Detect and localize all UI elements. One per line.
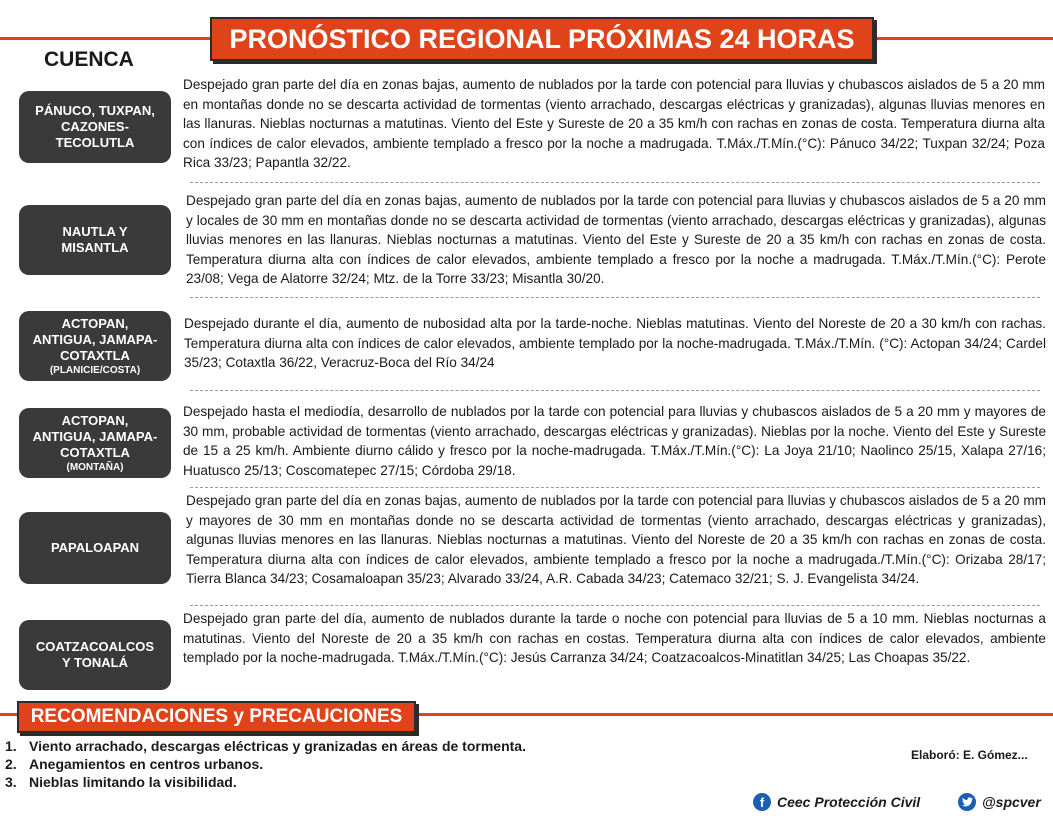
region-name-line: Y TONALÁ xyxy=(62,655,128,670)
region-divider xyxy=(190,390,1040,391)
region-label-actopan-montana xyxy=(19,408,171,478)
region-name-line: PÁNUCO, TUXPAN, xyxy=(35,103,155,118)
region-name-line: ANTIGUA, JAMAPA- xyxy=(32,331,158,347)
list-item: 2. Anegamientos en centros urbanos. xyxy=(5,756,264,772)
twitter-icon xyxy=(958,793,976,811)
recommendations-list xyxy=(5,737,526,791)
region-divider xyxy=(190,182,1040,183)
region-divider xyxy=(190,605,1040,606)
cuenca-heading: CUENCA xyxy=(44,48,134,71)
region-name-line: COTAXTLA xyxy=(60,444,130,460)
region-label-actopan-planicie xyxy=(19,311,171,381)
region-divider xyxy=(190,297,1040,298)
twitter-link[interactable] xyxy=(958,793,1041,811)
author-credit: Elaboró: E. Gómez... xyxy=(911,748,1028,762)
region-name-line: COATZACOALCOS xyxy=(35,639,155,654)
region-subtitle: (MONTAÑA) xyxy=(66,461,124,473)
region-name-line: MISANTLA xyxy=(61,240,129,255)
region-forecast-actopan-montana: Despejado hasta el mediodía, desarrollo de nublados por la tarde con potencial para lluvias y chubascos aislados de 5 a 20 mm y mayores de 30 mm, probable actividad de tormentas (viento arrachado, descargas eléctricas y granizadas). Nieblas por la noche. Viento del Este y Sureste de 15 a 25 km/h. Ambiente diurno cálido y fresco por la noche-madrugada. T.Máx./T.Mín.(°C): La Joya 21/10; Naolinco 25/15, Xalapa 27/16; Huatusco 25/13; Coscomatepec 27/15; Córdoba 29/18. xyxy=(183,404,1046,478)
twitter-handle: @spcver xyxy=(982,794,1041,810)
region-label-papaloapan xyxy=(19,512,171,584)
region-name-line: ACTOPAN, xyxy=(61,412,129,428)
list-item: 3. Nieblas limitando la visibilidad. xyxy=(5,774,237,790)
facebook-handle: Ceec Protección Civil xyxy=(777,794,921,810)
region-forecast-papaloapan: Despejado gran parte del día en zonas bajas, aumento de nublados por la tarde con potencial para lluvias y chubascos aislados de 5 a 20 mm y mayores de 30 mm en montañas donde no se descarta actividad de tormentas (viento arrachado, descargas eléctricas y granizadas), algunas lluvias menores en las llanuras. Nieblas nocturnas a matutinas. Viento del Noreste de 20 a 35 km/h con rachas en zonas de costa. Temperatura diurna alta con índices de calor elevados, ambiente templado a fresco por la noche a madrugada./T.Mín.(°C): Orizaba 28/17; Tierra Blanca 34/23; Cosamaloapan 35/23; Alvarado 33/24, A.R. Cabada 34/23; Catemaco 32/21; S. J. Evangelista 34/24. xyxy=(186,493,1046,586)
list-item: 1. Viento arrachado, descargas eléctricas y granizadas en áreas de tormenta. xyxy=(5,738,526,754)
region-label-coatzacoalcos xyxy=(19,620,171,690)
region-name-line: PAPALOAPAN xyxy=(50,540,140,555)
facebook-icon: f xyxy=(753,793,771,811)
region-label-nautla xyxy=(19,205,171,275)
region-name-line: ANTIGUA, JAMAPA- xyxy=(32,428,158,444)
region-forecast-actopan-planicie: Despejado durante el día, aumento de nubosidad alta por la tarde-noche. Nieblas matutinas. Viento del Noreste de 20 a 30 km/h con rachas. Temperatura diurna alta con índices de calor elevados, ambiente templado por la noche-madrugada. T.Máx./T.Mín. (°C): Actopan 34/24; Cardel 35/23; Cotaxtla 36/22, Veracruz-Boca del Río 34/24 xyxy=(184,316,1046,370)
region-name-line: ACTOPAN, xyxy=(61,315,129,331)
region-label-panuco xyxy=(19,91,171,163)
region-forecast-nautla: Despejado gran parte del día en zonas bajas, aumento de nublados por la tarde con potencial para lluvias y chubascos aislados de 5 a 20 mm y locales de 30 mm en montañas donde no se descarta actividad de tormentas (viento arrachado, descargas eléctricas y granizadas), algunas lluvias menores en las llanuras. Nieblas nocturnas a matutinas. Viento del Este y Sureste de 20 a 35 km/h con rachas en zonas de costa. Temperatura diurna alta con índices de calor elevados, ambiente templado a fresco por la noche a madrugada. T.Máx./T.Mín.(°C): Perote 23/08; Vega de Alatorre 32/24; Mtz. de la Torre 33/23; Misantla 30/20. xyxy=(186,193,1046,286)
region-name-line: COTAXTLA xyxy=(60,347,130,363)
facebook-link[interactable] xyxy=(753,793,920,811)
region-name-line: TECOLUTLA xyxy=(55,135,135,150)
page-title: PRONÓSTICO REGIONAL PRÓXIMAS 24 HORAS xyxy=(210,17,874,61)
region-name-line: CAZONES- xyxy=(61,119,129,134)
recommendations-title: RECOMENDACIONES y PRECAUCIONES xyxy=(17,701,416,733)
region-subtitle: (PLANICIE/COSTA) xyxy=(49,364,141,376)
region-forecast-coatzacoalcos: Despejado gran parte del día, aumento de nublados durante la tarde o noche con potencial para lluvias de 5 a 10 mm. Nieblas nocturnas a matutinas. Viento del Noreste de 20 a 35 km/h con rachas en costas. Temperatura diurna alta con índices de calor elevados, ambiente templado por la noche-madrugada. T.Máx./T.Mín.(°C): Jesús Carranza 34/24; Coatzacoalcos-Minatitlan 34/25; Las Choapas 35/22. xyxy=(183,611,1046,665)
region-divider xyxy=(190,487,1040,488)
region-forecast-panuco: Despejado gran parte del día en zonas bajas, aumento de nublados por la tarde con potencial para lluvias y chubascos aislados de 5 a 20 mm en montañas donde no se descarta actividad de tormentas (viento arrachado, descargas eléctricas y granizadas), algunas lluvias menores en las llanuras. Nieblas nocturnas a matutinas. Viento del Este y Sureste de 20 a 35 km/h con rachas en zonas de costa. Temperatura diurna alta con índices de calor elevados, ambiente templado a fresco por la noche a madrugada. T.Máx./T.Mín.(°C): Pánuco 34/22; Tuxpan 32/24; Poza Rica 33/23; Papantla 32/22. xyxy=(183,77,1045,170)
region-name-line: NAUTLA Y xyxy=(62,224,128,239)
